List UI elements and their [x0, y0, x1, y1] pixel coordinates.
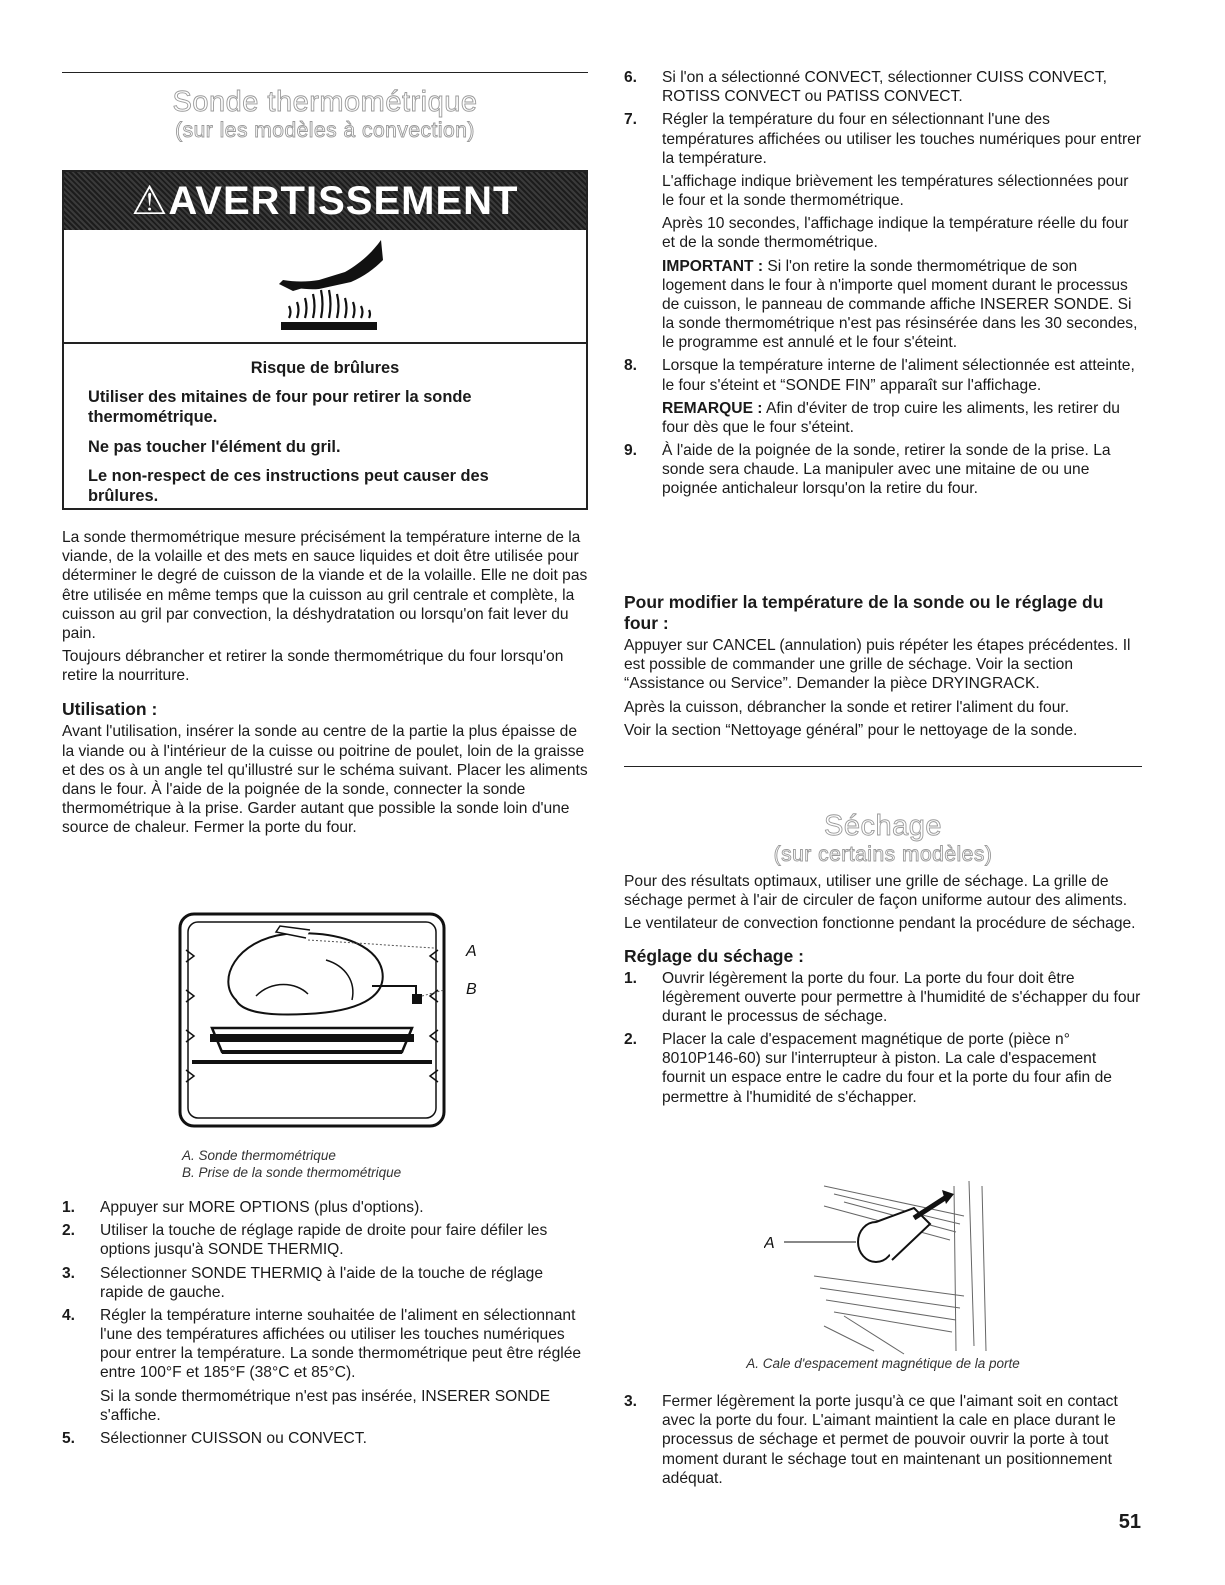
- list-item: 2. Utiliser la touche de réglage rapide de droite pour faire défiler les options jusqu'à SONDE THERMIQ.: [62, 1222, 548, 1259]
- list-item: 1. Ouvrir légèrement la porte du four. La porte du four doit être légèrement ouverte pour permettre à l'humidité de s'échapper du four durant le processus de séchage.: [624, 969, 1141, 1025]
- list-item: 5. Sélectionner CUISSON ou CONVECT.: [62, 1429, 367, 1447]
- use-heading: Utilisation :: [62, 699, 158, 720]
- intro-paragraph-2: Toujours débrancher et retirer la sonde thermométrique du four lorsqu'on retire la nourriture.: [62, 648, 564, 685]
- warning-box: [62, 170, 588, 510]
- section-title-drying: Séchage: [824, 810, 942, 842]
- list-item: 1. Appuyer sur MORE OPTIONS (plus d'options).: [62, 1199, 424, 1216]
- modify-paragraph-3: Voir la section “Nettoyage général” pour le nettoyage de la sonde.: [624, 721, 1078, 739]
- warning-header: ⚠AVERTISSEMENT: [64, 172, 586, 230]
- important-label: IMPORTANT :: [662, 257, 764, 275]
- probe-steps-list: [62, 1198, 588, 1452]
- warning-icon-area: [64, 230, 586, 344]
- door-spacer-figure: [764, 1176, 1014, 1356]
- warning-line-1: Utiliser des mitaines de four pour retirer la sonde thermométrique.: [88, 388, 472, 427]
- warning-line-2: Ne pas toucher l'élément du gril.: [88, 437, 341, 456]
- list-item: 7. Régler la température du four en sélectionnant l'une des températures affichées ou utiliser les touches numériques pour entrer la température. L'affichage indique brièvement les températures sélectionnées pour le four et la sonde thermométrique. Après 10 secondes, l'affichage indique la température réelle du four et de la sonde thermométrique. IMPORTANT : Si l'on retire la sonde thermométrique de son logement dans le four à n'importe quel moment durant le processus de cuisson, le panneau de commande affiche INSERER SONDE. Si la sonde thermométrique n'est pas résinsérée dans les 30 secondes, le programme est annulé et le four s'éteint.: [624, 111, 1142, 352]
- drying-steps-list: [624, 969, 1142, 1107]
- figure-label-b: B: [466, 981, 477, 998]
- drying-heading: Réglage du séchage :: [624, 945, 804, 966]
- page-number: 51: [1118, 1511, 1141, 1533]
- list-item: 4. Régler la température interne souhaitée de l'aliment en sélectionnant l'une des températures affichées ou utiliser les touches numériques pour entrer la température. La sonde thermométrique peut être réglée entre 100°F et 185°F (38°C et 85°C). Si la sonde thermométrique n'est pas insérée, INSERER SONDE s'affiche.: [62, 1306, 582, 1424]
- figure-label-a: A: [466, 943, 477, 960]
- probe-steps-continued: [624, 68, 1142, 503]
- intro-paragraph-1: La sonde thermométrique mesure précisément la température interne de la viande, de la volaille et des mets en sauce liquides et doit être utilisée pour déterminer le degré de cuisson de la viande et de la volaille. Elle ne doit pas être utilisée en même temps que la cuisson au gril centrale et complète, la cuisson au gril par convection, la déshydratation ou lorsqu'on fait lever du pain.: [62, 529, 588, 642]
- list-item: 2. Placer la cale d'espacement magnétique de porte (pièce n° 8010P146-60) sur l'interrupteur à piston. La cale d'espacement fournit un espace entre le cadre du four et la porte du four afin de permettre à l'humidité de s'échapper.: [624, 1031, 1112, 1106]
- section-subtitle-drying: (sur certains modèles): [773, 843, 993, 866]
- drying-steps-continued: [624, 1392, 1142, 1492]
- list-item: 3. Fermer légèrement la porte jusqu'à ce que l'aimant soit en contact avec la porte du four. L'aimant maintient la cale en place durant le processus de séchage et permet de pouvoir ouvrir la porte à tout moment durant le séchage tout en maintenant un positionnement adéquat.: [624, 1393, 1118, 1487]
- figure-label-a: A: [764, 1235, 775, 1252]
- top-rule-left: [62, 72, 588, 73]
- section-subtitle-probe: (sur les modèles à convection): [175, 119, 475, 142]
- list-item: 8. Lorsque la température interne de l'aliment sélectionnée est atteinte, le four s'éteint et “SONDE FIN” apparaît sur l'affichage. REMARQUE : Afin d'éviter de trop cuire les aliments, les retirer du four dès que le four s'éteint.: [624, 357, 1135, 436]
- drying-paragraph-2: Le ventilateur de convection fonctionne pendant la procédure de séchage.: [624, 915, 1136, 933]
- use-paragraph: Avant l'utilisation, insérer la sonde au centre de la partie la plus épaisse de la viande ou à l'intérieur de la cuisse ou poitrine de poulet, loin de la graisse et des os à un angle tel qu'illustré sur le schéma suivant. Placer les aliments dans le four. À l'aide de la poignée de la sonde, connecter la sonde thermométrique à la prise. Garder autant que possible la sonde loin d'une source de chaleur. Fermer la porte du four.: [62, 723, 588, 837]
- section-title-probe: Sonde thermométrique: [172, 86, 478, 118]
- modify-heading: Pour modifier la température de la sonde ou le réglage du four :: [624, 592, 1104, 633]
- modify-paragraph-2: Après la cuisson, débrancher la sonde et retirer l'aliment du four.: [624, 698, 1070, 716]
- list-item: 3. Sélectionner SONDE THERMIQ à l'aide de la touche de réglage rapide de gauche.: [62, 1264, 544, 1301]
- figure-caption-b: B. Prise de la sonde thermométrique: [182, 1164, 402, 1180]
- warning-heading: Risque de brûlures: [250, 359, 400, 377]
- modify-paragraph-1: Appuyer sur CANCEL (annulation) puis répéter les étapes précédentes. Il est possible de commander une grille de séchage. Voir la section “Assistance ou Service”. Demander la pièce DRYINGRACK.: [624, 637, 1131, 693]
- list-item: 6. Si l'on a sélectionné CONVECT, sélectionner CUISS CONVECT, ROTISS CONVECT ou PATISS CONVECT.: [624, 69, 1107, 106]
- drying-paragraph-1: Pour des résultats optimaux, utiliser une grille de séchage. La grille de séchage permet à l'air de circuler de façon uniforme autour des aliments.: [624, 873, 1128, 910]
- section-rule-right: [624, 766, 1142, 767]
- figure-caption-spacer: A. Cale d'espacement magnétique de la porte: [746, 1356, 1020, 1371]
- figure-caption-a: A. Sonde thermométrique: [182, 1148, 336, 1163]
- oven-probe-figure: [176, 910, 506, 1138]
- warning-line-3: Le non-respect de ces instructions peut causer des brûlures.: [88, 466, 489, 505]
- remark-label: REMARQUE :: [662, 399, 763, 417]
- list-item: 9. À l'aide de la poignée de la sonde, retirer la sonde de la prise. La sonde sera chaude. La manipuler avec une mitaine de ou une poignée antichaleur lorsqu'on la retire du four.: [624, 442, 1111, 498]
- burn-hand-icon: [259, 234, 399, 334]
- warning-body: [64, 344, 586, 521]
